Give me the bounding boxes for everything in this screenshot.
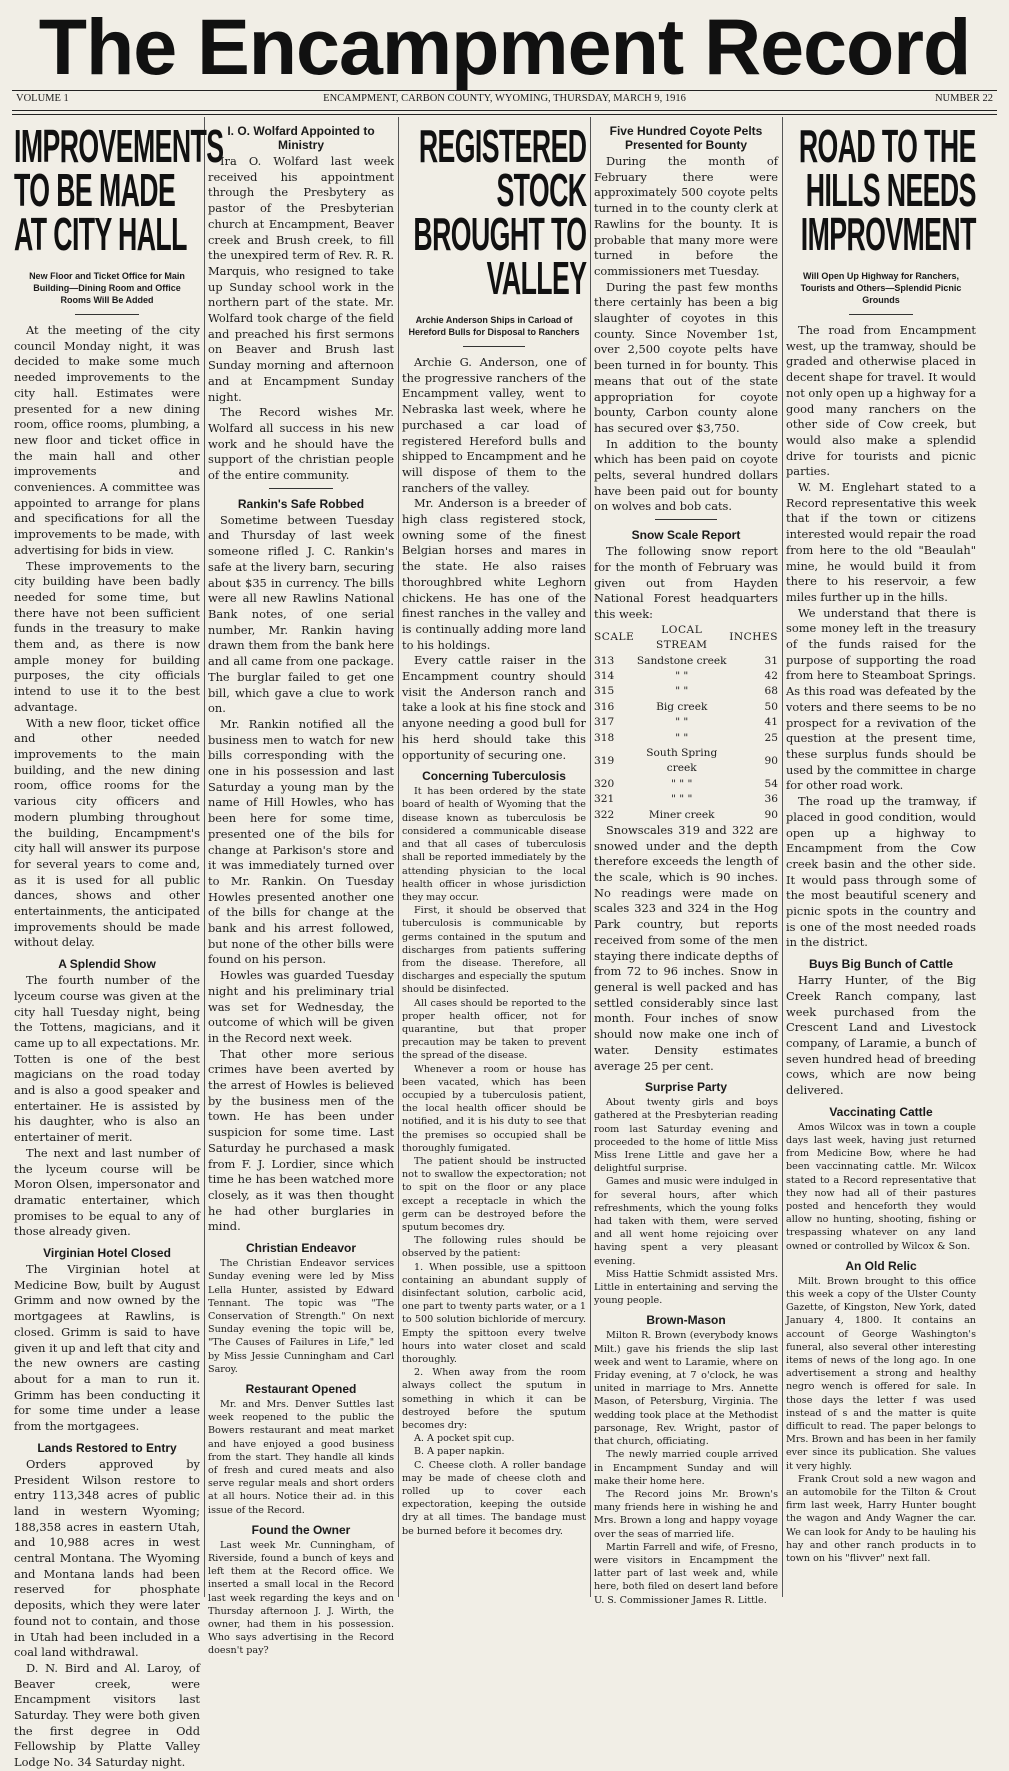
snow-row [594, 777, 778, 792]
paragraph: The Record joins Mr. Brown's many friends here in wishing he and Mrs. Brown a long and happy voyage over the seas of married life. [594, 1488, 778, 1540]
snow-scale: 321 [594, 793, 615, 806]
snow-inches: 31 [764, 654, 778, 667]
article-body [594, 1329, 778, 1606]
paragraph: A. A pocket spit cup. [414, 1433, 515, 1445]
snow-scale: 317 [594, 716, 615, 729]
snow-stream: " " [675, 669, 689, 682]
snow-stream: Big creek [656, 700, 708, 713]
paragraph: Every cattle raiser in the Encampment country should visit the Anderson ranch and take a look at his fine stock and anyone needing a good bull for his herd should take this opportunity of securing one. [402, 653, 586, 762]
paragraph: The newly married couple arrived in Encampment Sunday and will make their home here. [594, 1449, 778, 1487]
paragraph: These improvements to the city building have been badly needed for some time, but there have not been sufficient funds in the treasury to make them and, as there is now ample money for building purposes, the city officials intend to use it to the best advantage. [14, 558, 200, 714]
short-rule [269, 488, 332, 489]
article-body [594, 1096, 778, 1307]
issue-number: NUMBER 22 [934, 93, 993, 104]
paragraph: Milton R. Brown (everybody knows Milt.) gave his friends the slip last week and went to Laramie, where on Friday evening, at 7 o'clock, he was united in marriage to Mrs. Annette Mason, of Petersburg, Virginia. The wedding took place at the Methodist parsonage, Rev. Wright, pastor of that church, officiating. [594, 1330, 778, 1448]
snow-row [594, 808, 778, 823]
article-body [14, 1457, 200, 1771]
paragraph: The patient should be instructed not to swallow the expectoration; not to spit on the floor or any place except a receptacle in which the germ can be destroyed before the sputum becomes dry. [402, 1155, 586, 1233]
paragraph: That other more serious crimes have been averted by the arrest of Howles is believed by the business men of the town. He has been under suspicion for some time. Last Saturday he purchased a mask from F. J. Lordier, since which time he has been watched more closely, as it was then thought he had other burglaries in mind. [208, 1046, 394, 1234]
snow-row [594, 669, 778, 684]
snow-row [594, 731, 778, 746]
subhead-snow-scale: Snow Scale Report [631, 528, 741, 543]
article-body [594, 154, 778, 515]
headline-registered-stock: REGISTERED STOCK BROUGHT TO VALLEY [412, 120, 586, 304]
short-rule [655, 519, 718, 520]
paragraph: Sometime between Tuesday and Thursday of last week someone rifled J. C. Rankin's safe at the livery barn, securing about $35 in currency. The bills were all new Rawlins National Bank notes, of one serial number, Mr. Rankin having drawn them from the bank here and all came from one package. The burglar failed to get one bill, which gave a clue to work on. [208, 512, 394, 716]
paragraph: The fourth number of the lyceum course was given at the city hall Tuesday night, being the Tottens, magicians, and it came up to all expectations. Mr. Totten is one of the best magicians on the road today and is also a good speaker and entertainer. He is assisted by his daughter, who is also an entertainer of merit. [14, 973, 200, 1145]
paragraph: The Record wishes Mr. Wolfard all success in his new work and he should have the support of the christian people of the entire community. [208, 405, 394, 483]
snow-scale: 322 [594, 808, 615, 821]
paragraph: 1. When possible, use a spittoon containing an abundant supply of disinfectant solution, carbolic acid, one part to twenty parts water, or a 1 to 500 solution bichloride of mercury. Empty the spittoon every twelve hours into water closet and scald thoroughly. [402, 1261, 586, 1366]
snow-inches: 25 [764, 731, 778, 744]
column-divider [590, 117, 591, 1597]
article-body [208, 154, 394, 484]
subhead-restaurant: Restaurant Opened [245, 1381, 357, 1396]
masthead-rule-bottom [12, 110, 997, 111]
subhead-lands-restored: Lands Restored to Entry [37, 1440, 177, 1455]
article-body [14, 973, 200, 1240]
snow-row [594, 715, 778, 730]
paragraph: Mr. Anderson is a breeder of high class registered stock, owning some of the finest Belgian horses and mares in the state. He also raises thoroughbred white Leghorn chickens. He has one of the finest ranches in the valley and is continually adding more land to his holdings. [402, 496, 586, 652]
paragraph: The road from Encampment west, up the tramway, should be graded and otherwise placed in decent shape for travel. It would not only open up a highway for a good many ranchers on the other side of Cow creek, but would also make a splendid drive for tourists and picnic parties. [786, 323, 976, 479]
article-body [14, 1262, 200, 1435]
paragraph: Miss Hattie Schmidt assisted Mrs. Little in entertaining and serving the young people. [594, 1268, 778, 1307]
paragraph: B. A paper napkin. [414, 1446, 505, 1458]
article-body [786, 323, 976, 951]
snow-row [594, 684, 778, 699]
paragraph: Last week Mr. Cunningham, of Riverside, found a bunch of keys and left them at the Record office. We inserted a small local in the Record last week regarding the keys and on Thursday afternoon J. J. Wirth, the owner, had them in his possession. Who says advertising in the Record doesn't pay? [208, 1539, 394, 1657]
snow-inches: 90 [764, 754, 778, 767]
column-divider [782, 117, 783, 1597]
snow-inches: 50 [764, 700, 778, 713]
snow-intro: The following snow report for the month of February was given out from Hayden National Forest headquarters this week: [594, 544, 778, 621]
paragraph: Ira O. Wolfard last week received his appointment through the Presbytery as pastor of the Presbyterian church at Encampment, Beaver creek and Brush creek, to fill the unexpired term of Rev. R. R. Marquis, who resigned to take up Sunday school work in the northern part of the state. Mr. Wolfard took charge of the field and preached his first sermons on Beaver and Brush last Sunday morning and afternoon and at Encampment Sunday night. [208, 154, 394, 404]
paragraph: D. N. Bird and Al. Laroy, of Beaver creek, were Encampment visitors last Saturday. They were both given the first degree in Odd Fellowship by Platte Valley Lodge No. 34 Saturday night. [14, 1660, 200, 1770]
paragraph: Archie G. Anderson, one of the progressive ranchers of the Encampment valley, went to Nebraska last week, where he purchased a car load of registered Hereford bulls and shipped to Encampment and he will dispose of them to the ranchers of the valley. [402, 355, 586, 495]
snow-table [594, 623, 778, 823]
paragraph: It has been ordered by the state board of health of Wyoming that the disease known as tuberculosis be considered a communicable disease and that all cases of tuberculosis shall be reported immediately by the attending physician to the local health officer in whose jurisdiction they may occur. [402, 786, 586, 903]
snow-row [594, 700, 778, 715]
paragraph: Frank Crout sold a new wagon and an automobile for the Tilton & Crout firm last week, Harry Hunter bought the wagon and Andy Wagner the car. We can look for Andy to be hauling his hay and other ranch products in to town on his "flivver" next fall. [786, 1473, 976, 1565]
snow-scale: 316 [594, 700, 615, 713]
subhead-splendid-show: A Splendid Show [58, 957, 156, 972]
snow-scale: 318 [594, 731, 615, 744]
article-body [208, 1257, 394, 1376]
snow-inches: 54 [764, 777, 778, 790]
column-2 [208, 118, 394, 1657]
paragraph: In addition to the bounty which has been paid on coyote pelts, several hundred dollars have been paid out for bounty on wolves and bob cats. [594, 436, 778, 514]
paragraph: The road up the tramway, if placed in good condition, would open up a highway to Encampment from the Cow creek basin and the other side. It would pass through some of the most beautiful scenery and picnic spots in the country and is one of the most needed roads in the district. [786, 794, 976, 950]
snow-stream: " " [675, 731, 689, 744]
paragraph: During the past few months there certainly has been a big slaughter of coyotes in this county. Since November 1st, over 2,500 coyote pelts have been turned in for bounty. This means that out of the state appropriation for coyote bounty, Carbon county alone has secured over $3,750. [594, 279, 778, 435]
article-body [402, 355, 586, 763]
short-rule [463, 346, 526, 347]
subhead-surprise-party: Surprise Party [644, 1080, 728, 1095]
column-divider [204, 117, 205, 1597]
paragraph: W. M. Englehart stated to a Record representative this week that if the town or citizens interested would repair the road from here to the old "Beaulah" mine, he would build it from there to his reservoir, a few miles further up in the hills. [786, 480, 976, 604]
snow-scale: 319 [594, 754, 615, 767]
snow-inches: 68 [764, 685, 778, 698]
subhead-christian-endeavor: Christian Endeavor [245, 1241, 357, 1256]
paragraph: Harry Hunter, of the Big Creek Ranch company, last week purchased from the Crescent Land and Livestock company, of Laramie, a bunch of seven hundred head of breeding cows, which are now being delivered. [786, 973, 976, 1098]
snow-row [594, 746, 778, 777]
paragraph: Mr. and Mrs. Denver Suttles last week reopened to the public the Bowers restaurant and meat market and have enjoyed a good business from the start. They handle all kinds of fresh and cured meats and also serve regular meals and short orders at all hours. Notice their ad. in this issue of the Record. [208, 1398, 394, 1516]
snow-stream: " " [675, 716, 689, 729]
deck-registered-stock: Archie Anderson Ships in Carload of Hereford Bulls for Disposal to Ranchers [408, 315, 580, 337]
column-divider [398, 117, 399, 1597]
subhead-old-relic: An Old Relic [845, 1258, 917, 1273]
subhead-vaccinating: Vaccinating Cattle [829, 1104, 933, 1119]
masthead-rule-bottom-thin [12, 114, 997, 115]
snow-stream: Sandstone creek [636, 654, 727, 667]
subhead-wolfard: I. O. Wolfard Appointed to Ministry [227, 124, 375, 152]
snow-header-stream: LOCAL STREAM [655, 623, 708, 652]
snow-stream: " " " [671, 793, 693, 806]
paragraph: Orders approved by President Wilson restore to entry 113,348 acres of public land in western Wyoming; 188,358 acres in eastern Utah, and 10,988 acres in west central Montana. The Wyoming and Montana lands had been reserved for phosphate deposits, which they were later found not to contain, and those in Utah had been included in a coal land withdrawal. [14, 1456, 200, 1660]
paragraph: 2. When away from the room always collect the sputum in something in which it can be destroyed before the sputum becomes dry: [402, 1367, 586, 1432]
column-4 [594, 118, 778, 1606]
snow-inches: 42 [764, 669, 778, 682]
snow-inches: 41 [764, 716, 778, 729]
article-body [786, 1121, 976, 1253]
dateline [16, 92, 993, 106]
article-body [208, 1398, 394, 1517]
paragraph: We understand that there is some money left in the treasury of the funds raised for the purpose of supporting the road from here to Steamboat Springs. As this road was defeated by the voters and there seems to be no prospect for a revivation of the question at the present time, these surplus funds should be used by the committee in charge for other road work. [786, 605, 977, 793]
paragraph: Snowscales 319 and 322 are snowed under and the depth therefore exceeds the length of the scale, which is 90 inches. No readings were made on scales 323 and 324 in the Hog Park country, but reports received from some of the men staying there indicate depths of from 72 to 96 inches. Snow in general is well packed and has settled considerably since last month. Four inches of snow should now make one inch of water. Density estimates average 25 per cent. [594, 822, 778, 1073]
column-5 [786, 118, 976, 1596]
paragraph: Martin Farrell and wife, of Fresno, were visitors in Encampment the latter part of last week and, while here, both filed on desert land before U. S. Commissioner James R. Little. [594, 1541, 778, 1606]
paragraph: The Christian Endeavor services Sunday evening were led by Miss Lella Hunter, assisted by Edward Tennant. The topic was "The Conservation of Strength." On next Sunday evening the topic will be, "The Causes of Failures in Life," led by Miss Jessie Cunningham and Carl Saroy. [208, 1258, 394, 1375]
article-body [786, 1275, 976, 1565]
column-1 [14, 118, 224, 1770]
snow-header-scale: SCALE [594, 631, 635, 644]
paragraph: With a new floor, ticket office and other needed improvements to the main building, and the new dining room, office rooms for the various city officers and modern plumbing throughout the building, Encampment's city hall will answer its purpose for several years to come and, as it is used for all public dances, shows and other entertainments, the anticipated improvements should be made without delay. [14, 715, 200, 950]
masthead-title: The Encampment Record [38, 2, 971, 91]
subhead-brown-mason: Brown-Mason [646, 1313, 726, 1328]
headline-city-hall: IMPROVEMENTS TO BE MADE AT CITY HALL [14, 120, 224, 260]
paragraph: About twenty girls and boys gathered at the Presbyterian reading room last Saturday evening and proceeded to the home of little Miss Miss Irene Little and gave her a delightful surprise. [594, 1097, 778, 1175]
snow-row [594, 654, 778, 669]
snow-scale: 313 [594, 654, 615, 667]
paragraph: Milt. Brown brought to this office this week a copy of the Ulster County Gazette, of Kingston, New York, dated January 4, 1800. It contains an account of George Washington's funeral, also several other interesting items of news of the long ago. In one advertisement a strong and healthy negro wench is offered for sale. In those days the letter f was used instead of s and the matter is quite difficult to read. The paper belongs to Mrs. Brown and has been in her family ever since its publication. She values it very highly. [786, 1275, 976, 1472]
paragraph: Howles was guarded Tuesday night and his preliminary trial was set for Wednesday, the outcome of which will be given in the Record next week. [208, 968, 394, 1045]
subhead-coyote-pelts: Five Hundred Coyote Pelts Presented for Bounty [609, 124, 763, 152]
snow-inches: 90 [764, 808, 778, 821]
subhead-tuberculosis: Concerning Tuberculosis [422, 769, 566, 784]
dateline-text: ENCAMPMENT, CARBON COUNTY, WYOMING, THURSDAY, MARCH 9, 1916 [323, 93, 686, 104]
article-body [208, 513, 394, 1235]
paragraph: C. Cheese cloth. A roller bandage may be made of cheese cloth and rolled up to cover each expectoration, keeping the outside dry at all times. The bandage must be burned before it becomes dry. [402, 1459, 586, 1537]
headline-road-hills: ROAD TO THE HILLS NEEDS IMPROVMENT [799, 120, 976, 260]
short-rule [75, 314, 138, 315]
paragraph: At the meeting of the city council Monday night, it was decided to make some much needed improvements to the city hall. Estimates were presented for a new dining room, office rooms, plumbing, a new floor and ticket office in the main hall and other improvements and conveniences. A committee was appointed to arrange for plans and specifications for all the improvements to be made, with advertising for bids in view. [14, 323, 200, 557]
paragraph: Amos Wilcox was in town a couple days last week, having just returned from Medicine Bow, where he had been vaccinnating cattle. Mr. Wilcox stated to a Record representative that they now had all of their pastures posted and henceforth they would allow no hunting, shooting, fishing or trespassing whatever on any land owned or controlled by Wilcox & Son. [786, 1121, 976, 1252]
subhead-found-owner: Found the Owner [251, 1522, 351, 1537]
snow-scale: 314 [594, 669, 615, 682]
deck-road-hills: Will Open Up Highway for Ranchers, Tourists and Others—Splendid Picnic Grounds [800, 271, 962, 305]
article-body [594, 823, 778, 1074]
masthead-rule-top [12, 90, 997, 91]
article-body [402, 785, 586, 1538]
subhead-virginian-hotel: Virginian Hotel Closed [43, 1246, 171, 1261]
snow-stream: Miner creek [648, 808, 715, 821]
column-3 [402, 118, 586, 1596]
article-body [208, 1539, 394, 1658]
paragraph: Games and music were indulged in for several hours, after which refreshments, which the young folks had taken with them, were served and all went home rejoicing over having spent a very pleasant evening. [594, 1176, 778, 1267]
snow-scale: 320 [594, 777, 615, 790]
snow-inches: 36 [764, 793, 778, 806]
snow-stream: South Spring creek [646, 746, 718, 775]
snow-stream: " " [675, 685, 689, 698]
subhead-safe-robbed: Rankin's Safe Robbed [237, 496, 365, 511]
paragraph: First, it should be observed that tuberculosis is communicable by germs contained in the sputum and discharges from patients suffering from the disease. Therefore, all discharges and especially the sputum should be disinfected. [402, 905, 586, 996]
paragraph: All cases should be reported to the proper health officer, not for quarantine, but that proper precaution may be taken to prevent the spread of the disease. [402, 997, 586, 1062]
subhead-buys-cattle: Buys Big Bunch of Cattle [808, 957, 953, 972]
snow-header-inches: INCHES [729, 631, 778, 644]
article-body [786, 973, 976, 1099]
short-rule [849, 314, 914, 315]
snow-scale: 315 [594, 685, 615, 698]
paragraph: The next and last number of the lyceum course will be Moron Olsen, impersonator and dramatic entertainer, which promises to be equal to any of those already given. [14, 1145, 200, 1239]
paragraph: Whenever a room or house has been vacated, which has been occupied by a tuberculosis patient, the local health officer should be notified, and it is his duty to see that the premises so occupied shall be thoroughly fumigated. [402, 1063, 586, 1154]
article-body [14, 323, 200, 951]
volume-label: VOLUME 1 [16, 93, 69, 104]
paragraph: The Virginian hotel at Medicine Bow, built by August Grimm and now owned by the mortgagees at Rawlins, is closed. Grimm is said to have given it up and left that city and the new owners are casting about for a man to run it. Grimm has been conducting it for some time under a lease from the mortgagees. [14, 1262, 200, 1434]
paragraph: Mr. Rankin notified all the business men to watch for new bills corresponding with the one in his possession and last Saturday a young man by the name of Hill Howles, who has been here for some time, presented one of the bils for change at Parkison's store and it was immediately turned over to Mr. Rankin. On Tuesday Howles presented another one of the bills for change at the bank and his arrest followed, but none of the other bills were found on his person. [208, 716, 394, 967]
deck-city-hall: New Floor and Ticket Office for Main Building—Dining Room and Office Rooms Will Be Added [29, 271, 185, 305]
paragraph: During the month of February there were approximately 500 coyote pelts turned in to the county clerk at Rawlins for the bounty. It is probable that many more were turned in before the commissioners met Tuesday. [594, 154, 778, 278]
snow-row [594, 792, 778, 807]
snow-stream: " " " [671, 777, 693, 790]
paragraph: The following rules should be observed by the patient: [402, 1235, 586, 1260]
